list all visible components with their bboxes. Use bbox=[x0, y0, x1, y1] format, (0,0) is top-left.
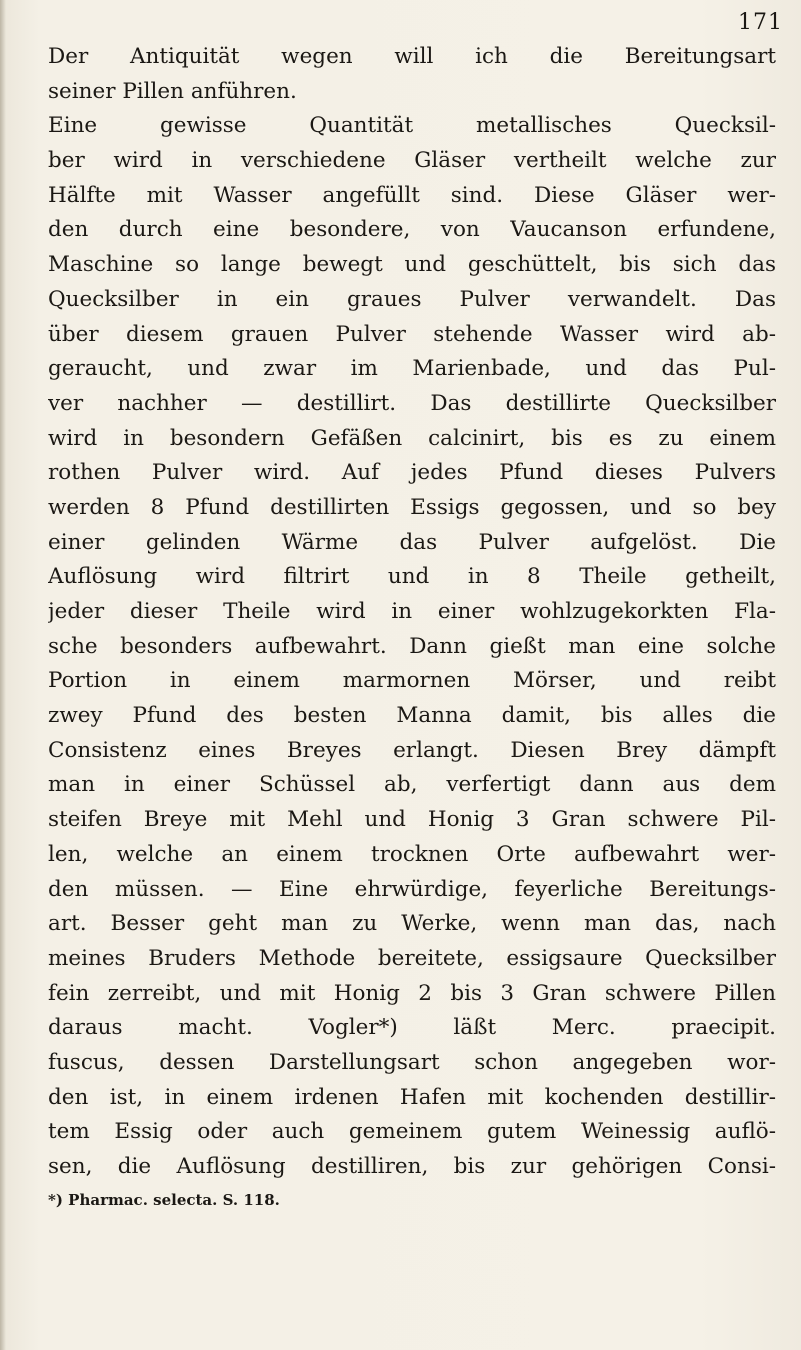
text-line: über diesem grauen Pulver stehende Wasser wird ab- bbox=[48, 321, 776, 347]
text-line: Maschine so lange bewegt und geschüttelt, bis sich das bbox=[48, 252, 776, 278]
text-line: Quecksilber in ein graues Pulver verwandelt. Das bbox=[48, 286, 776, 312]
text-line: seiner Pillen anführen. bbox=[48, 78, 297, 104]
page-gutter bbox=[0, 0, 6, 1350]
text-line: Consistenz eines Breyes erlangt. Diesen Brey dämpft bbox=[48, 737, 776, 763]
body-text bbox=[48, 40, 776, 1213]
text-line: ver nachher — destillirt. Das destillirte Quecksilber bbox=[48, 390, 776, 416]
text-line: len, welche an einem trocknen Orte aufbewahrt wer- bbox=[48, 841, 776, 867]
text-line: Hälfte mit Wasser angefüllt sind. Diese Gläser wer- bbox=[48, 182, 776, 208]
text-line: Der Antiquität wegen will ich die Bereitungsart bbox=[48, 44, 776, 69]
text-line: sche besonders aufbewahrt. Dann gießt man eine solche bbox=[48, 633, 776, 659]
text-line: jeder dieser Theile wird in einer wohlzugekorkten Fla- bbox=[48, 599, 776, 624]
text-line: den müssen. — Eine ehrwürdige, feyerliche Bereitungs- bbox=[48, 876, 776, 902]
text-line: den durch eine besondere, von Vaucanson erfundene, bbox=[48, 217, 776, 243]
text-line: werden 8 Pfund destillirten Essigs gegossen, und so bey bbox=[48, 494, 776, 520]
page-number: 171 bbox=[738, 10, 783, 35]
text-line: rothen Pulver wird. Auf jedes Pfund dieses Pulvers bbox=[48, 460, 776, 486]
text-line: daraus macht. Vogler*) läßt Merc. praecipit. bbox=[48, 1015, 776, 1041]
text-line: man in einer Schüssel ab, verfertigt dann aus dem bbox=[48, 772, 776, 798]
text-line: meines Bruders Methode bereitete, essigsaure Quecksilber bbox=[48, 945, 776, 971]
text-line: steifen Breye mit Mehl und Honig 3 Gran schwere Pil- bbox=[48, 807, 776, 833]
text-line: Eine gewisse Quantität metallisches Quecksil- bbox=[48, 113, 776, 139]
footnote: *) Pharmac. selecta. S. 118. bbox=[48, 1190, 280, 1209]
text-line: fein zerreibt, und mit Honig 2 bis 3 Gran schwere Pillen bbox=[48, 980, 776, 1006]
text-line: einer gelinden Wärme das Pulver aufgelöst. Die bbox=[48, 529, 776, 555]
text-line: art. Besser geht man zu Werke, wenn man das, nach bbox=[48, 911, 776, 937]
text-line: fuscus, dessen Darstellungsart schon angegeben wor- bbox=[48, 1049, 776, 1075]
text-line: Auflösung wird filtrirt und in 8 Theile getheilt, bbox=[48, 564, 776, 590]
text-line: zwey Pfund des besten Manna damit, bis alles die bbox=[48, 703, 776, 729]
text-line: Portion in einem marmornen Mörser, und reibt bbox=[48, 668, 776, 694]
text-line: wird in besondern Gefäßen calcinirt, bis es zu einem bbox=[48, 425, 776, 451]
text-line: geraucht, und zwar im Marienbade, und das Pul- bbox=[48, 356, 776, 382]
text-line: tem Essig oder auch gemeinem gutem Weinessig auflö- bbox=[48, 1119, 776, 1145]
text-line: ber wird in verschiedene Gläser vertheilt welche zur bbox=[48, 148, 776, 174]
text-line: sen, die Auflösung destilliren, bis zur gehörigen Consi- bbox=[48, 1154, 776, 1179]
text-line: den ist, in einem irdenen Hafen mit kochenden destillir- bbox=[48, 1084, 776, 1110]
